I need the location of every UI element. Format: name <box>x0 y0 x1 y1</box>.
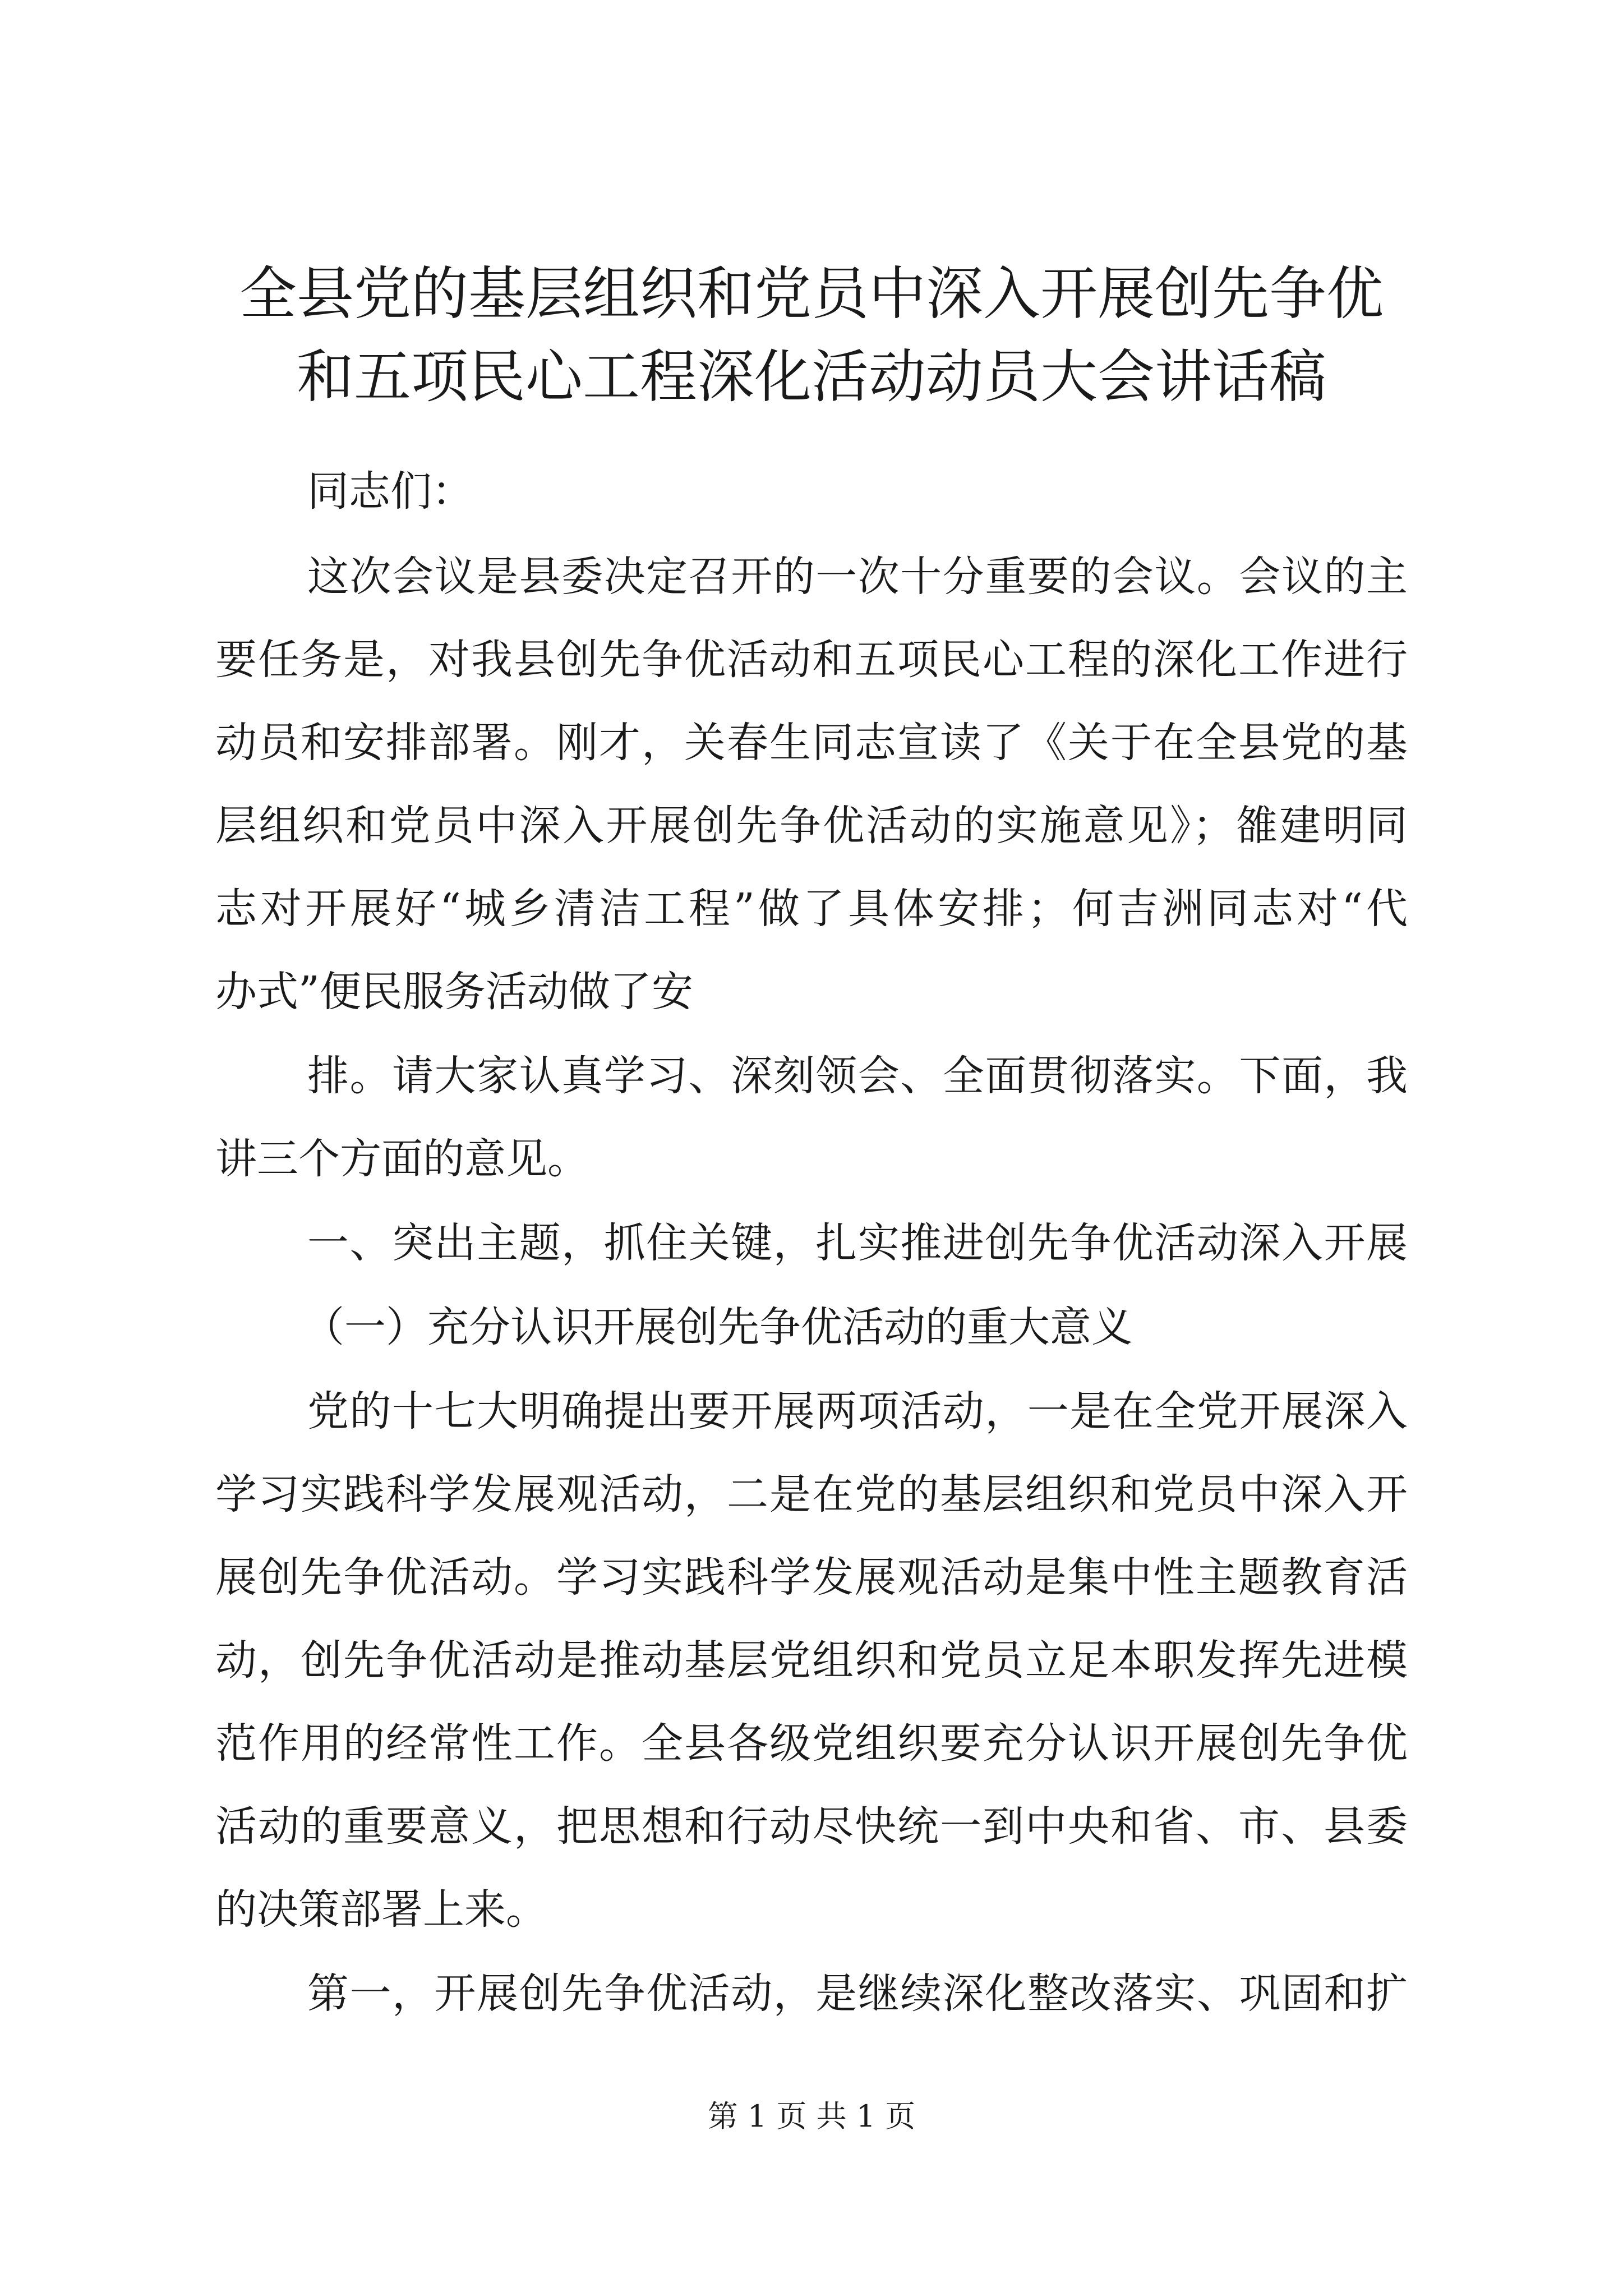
paragraph-line: 动，创先争优活动是推动基层党组织和党员立足本职发挥先进模 <box>215 1636 1408 1685</box>
salutation: 同志们： <box>307 467 473 516</box>
paragraph-line: 活动的重要意义，把思想和行动尽快统一到中央和省、市、县委 <box>215 1802 1408 1851</box>
paragraph-line: 层组织和党员中深入开展创先争优活动的实施意见》；雒建明同 <box>215 802 1408 850</box>
paragraph-line: 展创先争优活动。学习实践科学发展观活动是集中性主题教育活 <box>215 1553 1408 1602</box>
paragraph-line: 办式”便民服务活动做了安 <box>215 968 693 1016</box>
paragraph-line: 的决策部署上来。 <box>215 1885 547 1934</box>
subsection-heading: （一）充分认识开展创先争优活动的重大意义 <box>303 1303 1133 1351</box>
paragraph-line: 范作用的经常性工作。全县各级党组织要充分认识开展创先争优 <box>215 1719 1408 1768</box>
document-title-line-2: 和五项民心工程深化活动动员大会讲话稿 <box>297 344 1326 411</box>
paragraph-line: 排。请大家认真学习、深刻领会、全面贯彻落实。下面，我 <box>307 1052 1408 1100</box>
page-footer: 第 1 页 共 1 页 <box>707 2099 916 2134</box>
paragraph-line: 这次会议是县委决定召开的一次十分重要的会议。会议的主 <box>307 553 1408 601</box>
paragraph-line: 党的十七大明确提出要开展两项活动，一是在全党开展深入 <box>307 1387 1408 1435</box>
paragraph-line: 讲三个方面的意见。 <box>215 1135 589 1183</box>
paragraph-line: 要任务是，对我县创先争优活动和五项民心工程的深化工作进行 <box>215 636 1408 684</box>
section-heading: 一、突出主题，抓住关键，扎实推进创先争优活动深入开展 <box>307 1219 1408 1267</box>
paragraph-line: 志对开展好“城乡清洁工程”做了具体安排；何吉洲同志对“代 <box>215 885 1408 933</box>
document-title-line-1: 全县党的基层组织和党员中深入开展创先争优 <box>239 261 1384 328</box>
paragraph-line: 学习实践科学发展观活动，二是在党的基层组织和党员中深入开 <box>215 1470 1408 1519</box>
paragraph-line: 第一，开展创先争优活动，是继续深化整改落实、巩固和扩 <box>307 1970 1408 2018</box>
paragraph-line: 动员和安排部署。刚才，关春生同志宣读了《关于在全县党的基 <box>215 719 1408 767</box>
